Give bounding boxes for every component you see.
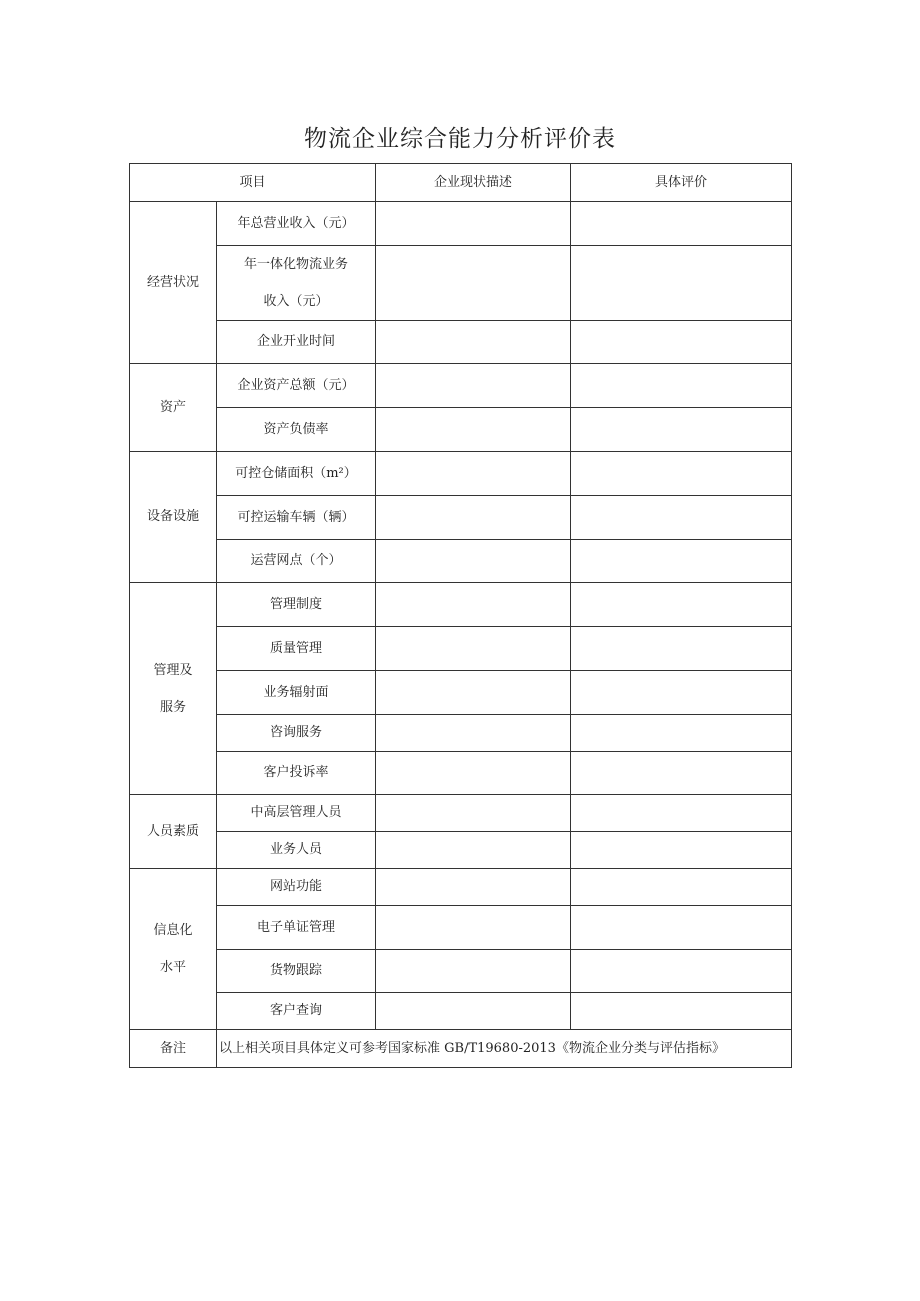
table-row (130, 452, 792, 496)
status-cell[interactable] (376, 246, 571, 321)
evaluation-cell[interactable] (571, 671, 792, 715)
status-cell[interactable] (376, 627, 571, 671)
item-management-system: 管理制度 (217, 583, 376, 627)
group-label-assets: 资产 (130, 364, 217, 452)
evaluation-table (129, 163, 792, 1068)
table-row (130, 583, 792, 627)
item-integrated-logistics-revenue (217, 246, 376, 321)
group-label-line: 服务 (159, 699, 186, 715)
page-title: 物流企业综合能力分析评价表 (304, 126, 616, 152)
group-label-line: 水平 (159, 960, 186, 975)
table-row (130, 950, 792, 993)
group-label-management (130, 583, 217, 795)
item-customer-query: 客户查询 (217, 993, 376, 1030)
item-warehouse-area: 可控仓储面积（m²） (217, 452, 376, 496)
group-label-operations: 经营状况 (130, 202, 217, 364)
evaluation-cell[interactable] (571, 832, 792, 869)
evaluation-cell[interactable] (571, 496, 792, 540)
evaluation-cell[interactable] (571, 993, 792, 1030)
item-consulting-service: 咨询服务 (217, 715, 376, 752)
status-cell[interactable] (376, 408, 571, 452)
table-row (130, 202, 792, 246)
item-complaint-rate: 客户投诉率 (217, 752, 376, 795)
remarks-row (130, 1030, 792, 1068)
item-electronic-documents: 电子单证管理 (217, 906, 376, 950)
status-cell[interactable] (376, 950, 571, 993)
item-annual-revenue: 年总营业收入（元） (217, 202, 376, 246)
item-quality-management: 质量管理 (217, 627, 376, 671)
evaluation-cell[interactable] (571, 583, 792, 627)
status-cell[interactable] (376, 752, 571, 795)
evaluation-cell[interactable] (571, 408, 792, 452)
status-cell[interactable] (376, 364, 571, 408)
table-row (130, 869, 792, 906)
status-cell[interactable] (376, 869, 571, 906)
group-label-facilities: 设备设施 (130, 452, 217, 583)
status-cell[interactable] (376, 795, 571, 832)
remarks-label: 备注 (130, 1030, 217, 1068)
status-cell[interactable] (376, 321, 571, 364)
evaluation-cell[interactable] (571, 752, 792, 795)
evaluation-cell[interactable] (571, 452, 792, 496)
item-total-assets: 企业资产总额（元） (217, 364, 376, 408)
status-cell[interactable] (376, 671, 571, 715)
item-debt-ratio: 资产负债率 (217, 408, 376, 452)
group-label-line: 信息化 (153, 923, 193, 938)
table-row (130, 795, 792, 832)
table-row (130, 993, 792, 1030)
table-row (130, 496, 792, 540)
evaluation-cell[interactable] (571, 364, 792, 408)
group-label-staff: 人员素质 (130, 795, 217, 869)
table-row (130, 752, 792, 795)
status-cell[interactable] (376, 832, 571, 869)
table-row (130, 671, 792, 715)
header-item: 项目 (130, 164, 376, 202)
table-row (130, 321, 792, 364)
table-row (130, 832, 792, 869)
item-label-line: 年一体化物流业务 (244, 257, 349, 272)
group-label-informatization (130, 869, 217, 1030)
status-cell[interactable] (376, 202, 571, 246)
status-cell[interactable] (376, 496, 571, 540)
evaluation-cell[interactable] (571, 950, 792, 993)
table-header-row (130, 164, 792, 202)
table-row (130, 540, 792, 583)
item-business-staff: 业务人员 (217, 832, 376, 869)
item-transport-vehicles: 可控运输车辆（辆） (217, 496, 376, 540)
group-label-line: 管理及 (153, 662, 193, 678)
evaluation-cell[interactable] (571, 246, 792, 321)
table-row (130, 246, 792, 321)
header-evaluation: 具体评价 (571, 164, 792, 202)
table-row (130, 408, 792, 452)
header-status-description: 企业现状描述 (376, 164, 571, 202)
item-website-function: 网站功能 (217, 869, 376, 906)
item-service-outlets: 运营网点（个） (217, 540, 376, 583)
table-row (130, 715, 792, 752)
evaluation-cell[interactable] (571, 869, 792, 906)
remarks-text: 以上相关项目具体定义可参考国家标准 GB/T19680-2013《物流企业分类与评估指标》 (217, 1030, 792, 1068)
table-row (130, 627, 792, 671)
status-cell[interactable] (376, 715, 571, 752)
evaluation-cell[interactable] (571, 321, 792, 364)
item-business-coverage: 业务辐射面 (217, 671, 376, 715)
evaluation-cell[interactable] (571, 540, 792, 583)
item-label-line: 收入（元） (263, 294, 329, 309)
status-cell[interactable] (376, 583, 571, 627)
evaluation-cell[interactable] (571, 795, 792, 832)
item-senior-management: 中高层管理人员 (217, 795, 376, 832)
item-cargo-tracking: 货物跟踪 (217, 950, 376, 993)
table-row (130, 364, 792, 408)
status-cell[interactable] (376, 540, 571, 583)
status-cell[interactable] (376, 906, 571, 950)
evaluation-cell[interactable] (571, 627, 792, 671)
status-cell[interactable] (376, 452, 571, 496)
item-opening-date: 企业开业时间 (217, 321, 376, 364)
evaluation-cell[interactable] (571, 202, 792, 246)
evaluation-cell[interactable] (571, 715, 792, 752)
status-cell[interactable] (376, 993, 571, 1030)
table-row (130, 906, 792, 950)
evaluation-cell[interactable] (571, 906, 792, 950)
